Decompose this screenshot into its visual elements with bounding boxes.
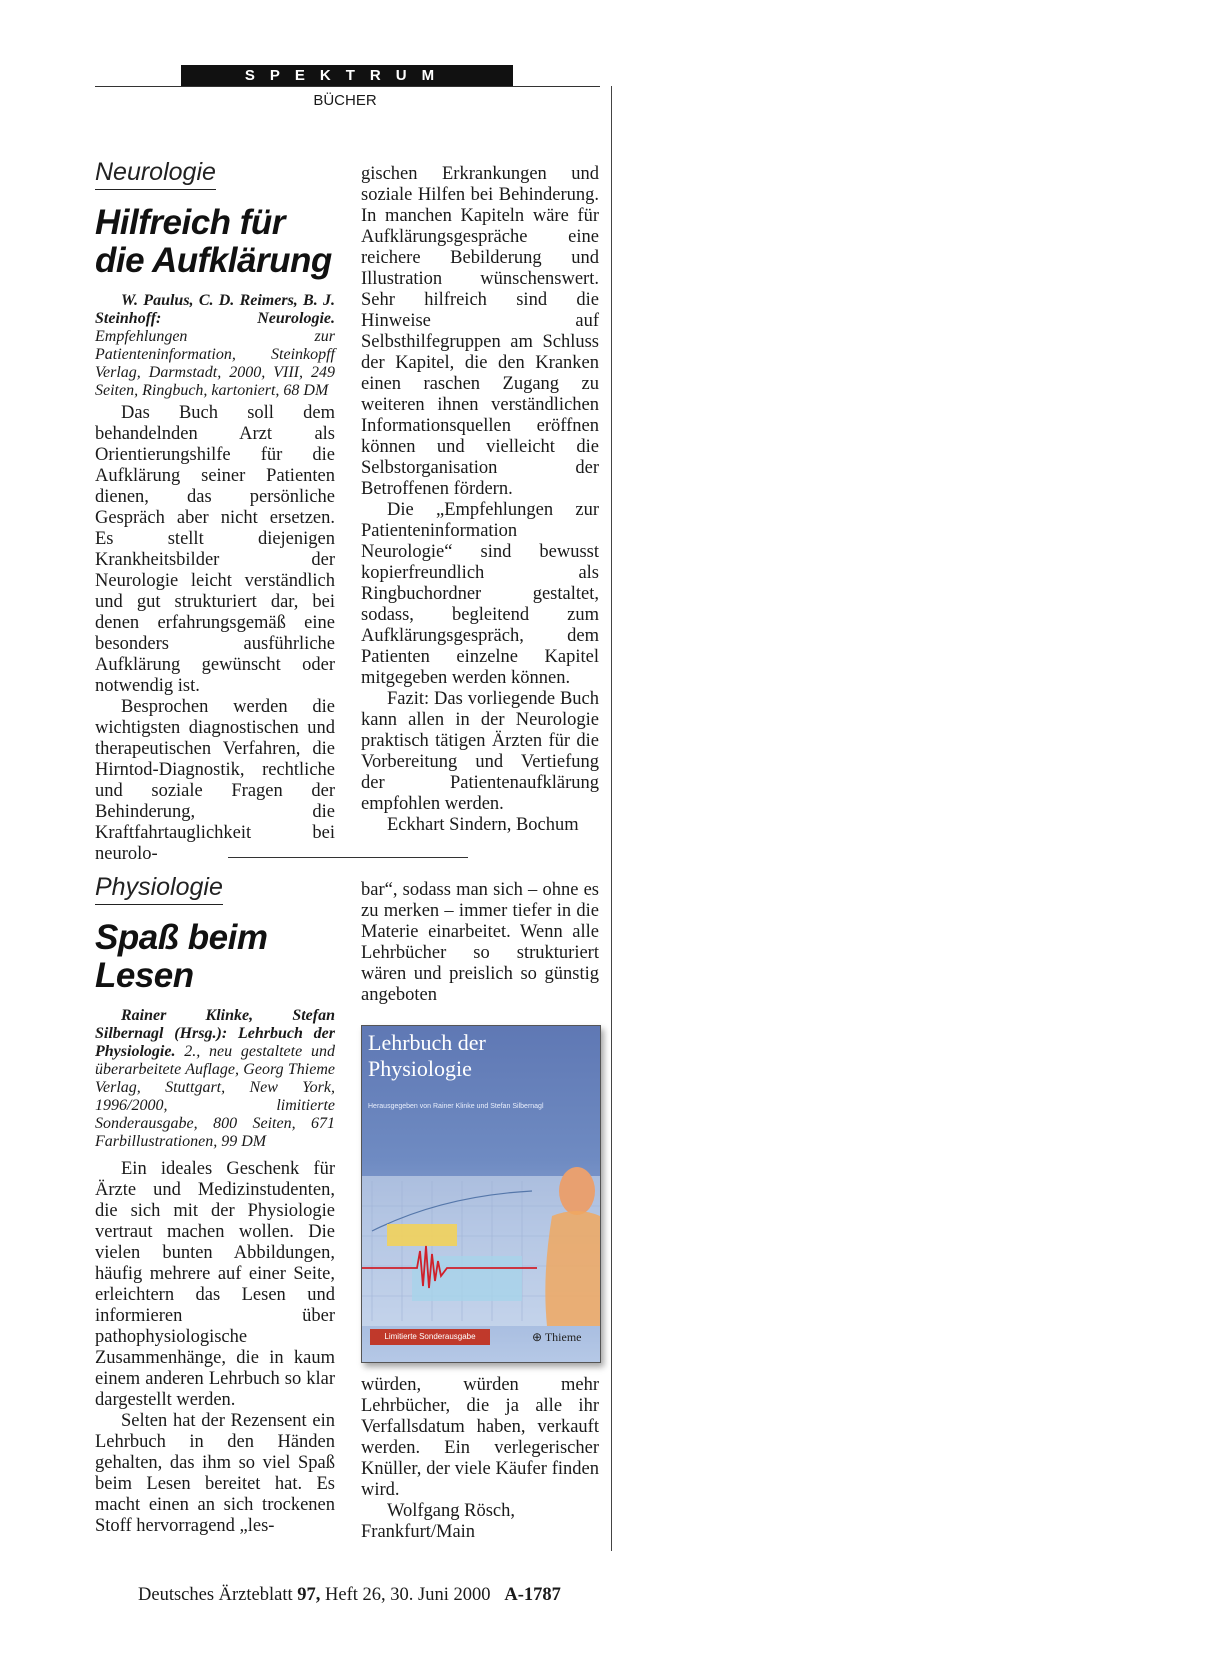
article1-body-left — [95, 403, 335, 865]
article2-left-column — [95, 873, 335, 1537]
headline-line: Lesen — [95, 956, 194, 995]
article2-body-right-bottom — [361, 1375, 599, 1543]
subsection-label: BÜCHER — [313, 92, 377, 109]
page-footer — [138, 1585, 600, 1606]
paragraph: gischen Erkrankungen und soziale Hilfen bei Behinderung. In manchen Kapiteln wäre für Aufklärungsgespräche eine reichere Bebilderung und Illustration wünschenswert. Sehr hilfreich sind die Hinweise auf Selbsthilfegruppen am Schluss der Kapitel, die den Kranken einen raschen Zugang zu weiteren ihnen verständlichen Informationsquellen eröffnen können und vielleicht die Selbstorganisation der Betroffenen fördern. — [361, 164, 599, 499]
biblio-title: W. Paulus, C. D. Reimers, B. J. Steinhoff: Neurologie. — [95, 292, 335, 327]
cover-title — [368, 1030, 588, 1082]
headline-line: Hilfreich für — [95, 203, 285, 242]
journal-issue: Heft 26, 30. Juni 2000 — [325, 1585, 491, 1605]
article2-body-right-top — [361, 880, 599, 1006]
article1-author: Eckhart Sindern, Bochum — [387, 815, 579, 835]
article1-bibliography — [95, 292, 335, 400]
article1-body-right — [361, 164, 599, 836]
cover-title-line: Lehrbuch der — [368, 1030, 486, 1055]
header-rule — [95, 86, 600, 87]
journal-volume: 97, — [297, 1585, 321, 1605]
book-cover-image — [361, 1025, 601, 1363]
page-number: A-1787 — [504, 1585, 561, 1605]
paragraph: würden, würden mehr Lehrbücher, die ja alle ihr Verfallsdatum haben, verkauft werden. Ein verlegerischer Knüller, der viele Käufer finden wird. — [361, 1375, 599, 1500]
author-location: Frankfurt/Main — [361, 1522, 476, 1542]
article1-left-column — [95, 158, 335, 865]
cover-publisher: ⊕ Thieme — [532, 1330, 582, 1344]
article-divider — [228, 857, 468, 858]
biblio-title: Rainer Klinke, Stefan Silbernagl (Hrsg.): Lehrbuch der Physiologie. — [95, 1007, 335, 1060]
biblio-details: 2., neu gestaltete und überarbeitete Auflage, Georg Thieme Verlag, Stuttgart, New York, 1996/2000, limitierte Sonderausgabe, 800 Seiten, 671 Farbillustrationen, 99 DM — [95, 1043, 335, 1150]
article2-author — [361, 1501, 599, 1543]
section-bar: SPEKTRUM — [181, 65, 513, 86]
paragraph: Ein ideales Geschenk für Ärzte und Medizinstudenten, die sich mit der Physiologie vertraut machen wollen. Die vielen bunten Abbildungen, häufig mehrere auf einer Seite, erleichtern das Lesen und informieren über pathophysiologische Zusammenhänge, die in kaum einem anderen Lehrbuch so klar dargestellt werden. — [95, 1159, 335, 1410]
paragraph: Das Buch soll dem behandelnden Arzt als Orientierungshilfe für die Aufklärung seiner Patienten dienen, das persönliche Gespräch aber nicht ersetzen. Es stellt diejenigen Krankheitsbilder der Neurologie leicht verständlich und gut strukturiert dar, bei denen erfahrungsgemäß eine besonders ausführliche Aufklärung gewünscht oder notwendig ist. — [95, 403, 335, 696]
journal-name: Deutsches Ärzteblatt — [138, 1585, 293, 1605]
biblio-details: Empfehlungen zur Patienteninformation, Steinkopff Verlag, Darmstadt, 2000, VIII, 249 Seiten, Ringbuch, kartoniert, 68 DM — [95, 328, 335, 399]
author-name: Wolfgang Rösch, — [387, 1501, 515, 1521]
paragraph: Die „Empfehlungen zur Patienteninformation Neurologie“ sind bewusst kopierfreundlich als Ringbuchordner gestaltet, sodass, begleitend zum Aufklärungsgespräch, dem Patienten einzelne Kapitel mitgegeben werden können. — [361, 500, 599, 688]
article2-body-left — [95, 1159, 335, 1537]
publisher-name: Thieme — [544, 1330, 582, 1344]
paragraph: Fazit: Das vorliegende Buch kann allen in der Neurologie praktisch tätigen Ärzten für die Vorbereitung und Vertiefung der Patientenaufklärung empfohlen werden. — [361, 689, 599, 814]
cover-subtitle: Herausgegeben von Rainer Klinke und Stefan Silbernagl — [368, 1103, 544, 1110]
headline-line: die Aufklärung — [95, 241, 332, 280]
paragraph: Selten hat der Rezensent ein Lehrbuch in den Händen gehalten, das ihm so viel Spaß beim Lesen bereitet hat. Es macht einen an sich trockenen Stoff hervorragend „les- — [95, 1411, 335, 1536]
cover-title-line: Physiologie — [368, 1056, 472, 1081]
paragraph: bar“, sodass man sich – ohne es zu merken – immer tiefer in die Materie einarbeitet. Wenn alle Lehrbücher so strukturiert wären und preislich so günstig angeboten — [361, 880, 599, 1005]
article2-kicker: Physiologie — [95, 873, 223, 905]
cover-badge: Limitierte Sonderausgabe — [370, 1329, 490, 1345]
article2-headline — [95, 919, 335, 995]
article2-bibliography — [95, 1007, 335, 1151]
cover-illustration — [362, 1136, 600, 1326]
article1-kicker: Neurologie — [95, 158, 216, 190]
column-rule — [611, 86, 612, 1551]
article1-headline — [95, 204, 335, 280]
paragraph: Besprochen werden die wichtigsten diagnostischen und therapeutischen Verfahren, die Hirntod-Diagnostik, rechtliche und soziale Fragen der Behinderung, die Kraftfahrtauglichkeit bei neurolo- — [95, 697, 335, 864]
headline-line: Spaß beim — [95, 918, 268, 957]
